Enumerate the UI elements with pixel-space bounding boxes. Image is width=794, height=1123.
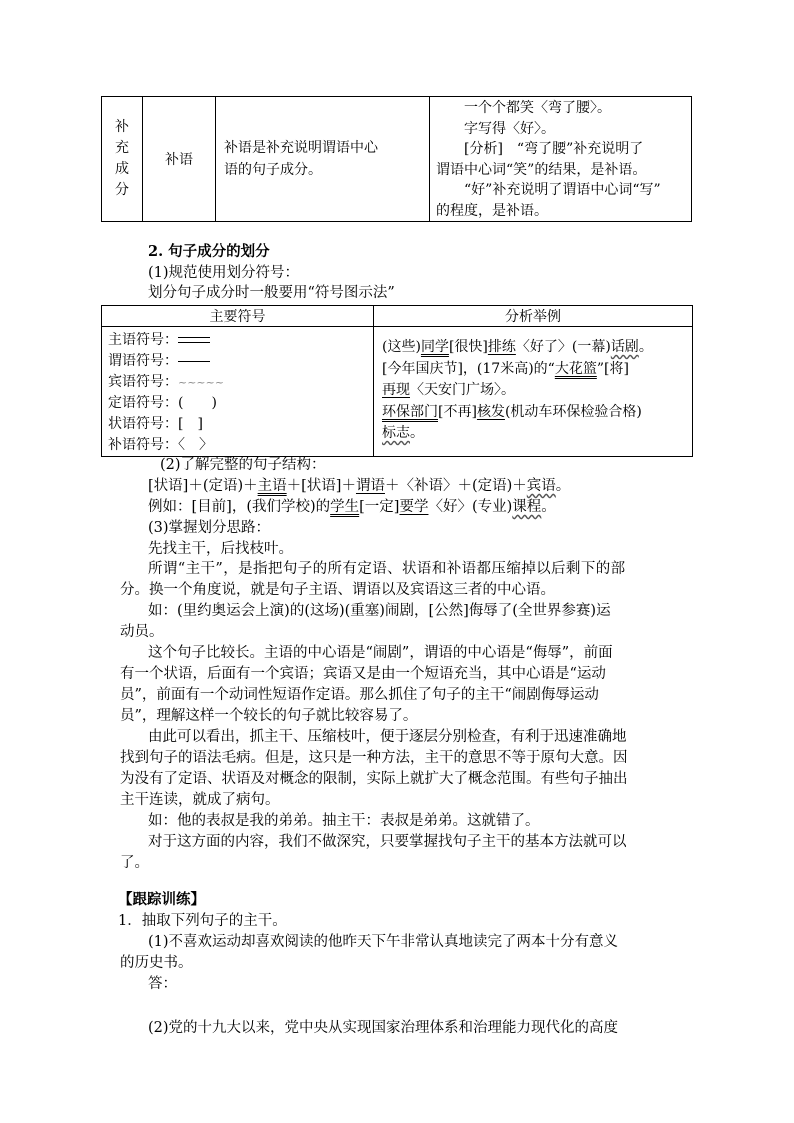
symbol-row	[108, 330, 373, 351]
header-label: 分析举例	[505, 309, 561, 325]
complement-table	[101, 96, 692, 222]
term-label: 补语	[165, 152, 193, 168]
definition-line: 补语是补充说明谓语中心	[224, 140, 378, 156]
attributive-symbol: ( )	[178, 395, 217, 411]
body-line: 员”，理解这样一个较长的句子就比较容易了。	[120, 708, 418, 724]
body-line: 找到句子的语法毛病。但是，这只是一种方法，主干的意思不等于原句大意。因	[120, 750, 628, 766]
answer-label: 答：	[148, 976, 177, 992]
symbol-table	[101, 305, 693, 457]
symbol-label: 谓语符号：	[108, 353, 178, 369]
example-line: “好”补充说明了谓语中心词“写”	[464, 182, 661, 198]
category-char: 充	[115, 140, 129, 156]
body-line: 所谓“主干”，是指把句子的所有定语、状语和补语都压缩掉以后剩下的部	[148, 561, 626, 577]
category-char: 补	[115, 119, 129, 135]
example-line: 再现〈天安门广场〉。	[382, 382, 515, 398]
example-line: 标志。	[382, 425, 424, 441]
body-line: 动员。	[120, 624, 164, 640]
definition-cell	[216, 97, 430, 222]
symbol-row	[108, 372, 373, 393]
example-line: 一个个都笑〈弯了腰〉。	[464, 100, 611, 116]
symbol-label: 补语符号：	[108, 437, 178, 453]
symbol-label: 宾语符号：	[108, 374, 178, 390]
body-line: 了。	[120, 855, 149, 871]
symbol-row	[108, 435, 373, 456]
question-item: (2)党的十九大以来，党中央从实现国家治理体系和治理能力现代化的高度	[148, 1020, 619, 1036]
section-heading: 2. 句子成分的划分	[148, 243, 270, 260]
term-cell	[143, 97, 216, 222]
symbol-label: 定语符号：	[108, 395, 178, 411]
symbol-label: 状语符号：	[108, 416, 178, 432]
example-cell	[430, 97, 692, 222]
body-line: 先找主干，后找枝叶。	[148, 541, 293, 557]
header-cell	[374, 306, 693, 327]
definition-line: 语的句子成分。	[224, 162, 322, 178]
description: 划分句子成分时一般要用“符号图示法”	[148, 285, 395, 301]
body-line: 对于这方面的内容，我们不做深究，只要掌握找句子主干的基本方法就可以	[148, 834, 627, 850]
symbol-row	[108, 393, 373, 414]
category-char: 成	[115, 161, 129, 177]
category-cell	[102, 97, 143, 222]
subject-symbol	[178, 337, 210, 343]
header-label: 主要符号	[209, 309, 266, 325]
practice-title: 【跟踪训练】	[118, 891, 205, 908]
body-line: 如：他的表叔是我的弟弟。抽主干：表叔是弟弟。这就错了。	[148, 813, 540, 829]
predicate-symbol	[178, 361, 210, 362]
examples-cell	[374, 327, 693, 457]
example-line: [今年国庆节]，(17米高)的“大花篮”[将]	[382, 360, 629, 377]
body-line: 如：(里约奥运会上演)的(这场)(重塞)闹剧，[公然]侮辱了(全世界参赛)运	[148, 603, 611, 619]
question-item: 的历史书。	[120, 955, 193, 971]
question: 1．抽取下列句子的主干。	[118, 913, 287, 929]
body-line: 员”，前面有一个动词性短语作定语。那么抓住了句子的主干“闹剧侮辱运动	[120, 687, 599, 703]
example-line: 环保部门[不再]核发(机动车环保检验合格)	[382, 403, 642, 420]
complement-symbol: 〈 〉	[178, 437, 213, 453]
header-cell	[102, 306, 374, 327]
subheading: (3)掌握划分思路：	[148, 520, 271, 536]
symbol-row	[108, 414, 373, 435]
body-line: 有一个状语，后面有一个宾语；宾语又是由一个短语充当，其中心语是“运动	[120, 666, 606, 682]
example-line: [分析] “弯了腰”补充说明了	[464, 141, 644, 157]
body-line: 主干连读，就成了病句。	[120, 792, 280, 808]
body-line: 为没有了定语、状语及对概念的限制，实际上就扩大了概念范围。有些句子抽出	[120, 771, 628, 787]
example-line: (这些)同学[很快]排练〈好了〉(一幕)话剧。	[382, 339, 653, 355]
example-line: 的程度，是补语。	[436, 202, 548, 219]
symbols-cell	[102, 327, 374, 457]
object-symbol: ~~~~~	[178, 376, 225, 389]
symbol-row	[108, 351, 373, 372]
body-line: 这个句子比较长。主语的中心语是“闹剧”，谓语的中心语是“侮辱”，前面	[148, 645, 613, 661]
question-item: (1)不喜欢运动却喜欢阅读的他昨天下午非常认真地读完了两本十分有意义	[148, 934, 619, 950]
body-line: 由此可以看出，抓主干、压缩枝叶，便于逐层分别检查，有利于迅速准确地	[148, 729, 627, 745]
symbol-label: 主语符号：	[108, 332, 178, 348]
subheading: (2)了解完整的句子结构：	[160, 457, 326, 473]
example-line: 谓语中心词“笑”的结果，是补语。	[436, 161, 647, 178]
sentence-formula: [状语]＋(定语)＋主语＋[状语]＋谓语＋〈补语〉＋(定语)＋宾语。	[148, 478, 571, 494]
example-sentence: 例如：[目前]，(我们学校)的学生[一定]要学〈好〉(专业)课程。	[148, 499, 556, 515]
example-line: 字写得〈好〉。	[464, 120, 555, 137]
subheading: (1)规范使用划分符号：	[148, 265, 300, 281]
category-char: 分	[115, 182, 129, 198]
body-line: 分。换一个角度说，就是句子主语、谓语以及宾语这三者的中心语。	[120, 582, 555, 598]
adverbial-symbol: [ ]	[178, 416, 203, 432]
